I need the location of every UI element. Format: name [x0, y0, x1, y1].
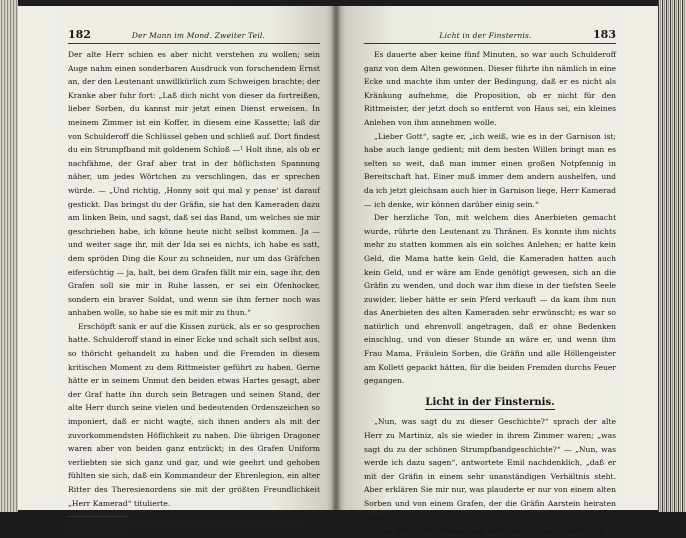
- book-gutter-shadow: [331, 6, 341, 510]
- running-title-left: Der Mann im Mond. Zweiter Teil.: [131, 31, 266, 40]
- section-heading: [364, 396, 616, 410]
- running-title-right: Licht in der Finsternis.: [439, 31, 532, 40]
- paragraph: Erschöpft sank er auf die Kissen zurück, als er so gesprochen hatte. Schulderoff stand in einer Ecke und schalt sich selbst aus, so thöricht gehandelt zu haben und die Fremden in diesem kritischen Moment zu dem Rittmeister geführt zu haben. Gerne hätte er in seinem Unmut den beiden etwas Hartes gesagt, aber der Graf hatte ihn durch sein Betragen und seinen Stand, der alte Herr durch seine vielen und bedeutenden Ordenszeichen so imponiert, daß er nicht wagte, sich ihnen anders als mit der zuvorkommendsten Höflichkeit zu nahen. Die übrigen Dragoner waren aber von beiden ganz entzückt; in des Grafen Uniform verliebten sie sich ganz und gar, und wie geehrt und gehoben fühlten sie sich, daß ein Kommandeur der Ehrenlegion, ein alter Ritter des Theresienordens sie mit der größten Freundlichkeit „Herr Kamerad“ titulierte.: [68, 321, 320, 508]
- left-page: [18, 6, 336, 538]
- page-number-right: 183: [593, 28, 616, 41]
- book-page-edges-left: [0, 0, 18, 512]
- footnote-rule: [68, 516, 128, 517]
- right-page-body: [364, 48, 616, 538]
- paragraph: „Lieber Gott“, sagte er, „ich weiß, wie es in der Garnison ist; habe auch lange gedient; mit dem besten Willen bringt man es selten so weit, daß man immer einen großen Notpfennig in Bereitschaft hat. Einer muß immer dem andern aushelfen, und da ich jetzt gleichsam auch hier in Garnison liege, Herr Kamerad — ich denke, wir können darüber einig sein.“: [364, 131, 616, 209]
- paragraph: Der alte Herr schien es aber nicht verstehen zu wollen; sein Auge nahm einen sonderbaren Ausdruck von forschendem Ernst an, der den Leutenant unwillkürlich zum Schweigen brachte; der Kranke aber fuhr fort: „Laß dich nicht von dieser da fortreißen, lieber Sorben, du kannst mir jetzt einen Dienst erweisen. In meinem Zimmer ist ein Koffer, in diesem eine Kassette; laß dir von Schulderoff die Schlüssel geben und schließ auf. Dort findest du ein Strumpfband mit goldenem Schloß —¹ Holt ihne, als ob er nachfähme, der Graf aber trat in der höflichsten Spannung näher, um jedes Wörtchen zu verschlingen, das er sprechen würde. — „Und richtig, ‚Honny soit qui mal y pense‘ ist darauf gestickt. Das bringst du der Gräfin, sie hat den Kameraden dazu am linken Bein, und sagst, daß sei das Band, um welches sie mir geschrieben habe, ich könne heute nicht selbst kommen. Ja — und weiter sage ihr, mit der Ida sei es nichts, ich habe es satt, dem spröden Ding die Kour zu schneiden, nur um das Gräfchen eifersüchtig — ja, halt, bei dem Grafen fällt mir ein, sage ihr, den Grafen soll sie mir in Ruhe lassen, er sei ein Ofenhocker, sondern ein braver Soldat, und wenn sie ihm ferner noch was anhaben wolle, so habe sie es mit mir zu thun.“: [68, 50, 320, 318]
- paragraph: Der herzliche Ton, mit welchem dies Anerbieten gemacht wurde, rührte den Leutenant zu Thränen. Es konnte ihm nichts mehr zu statten kommen als ein solches Anlehen; er hatte kein Geld, die Mama hatte kein Geld, die Kameraden hatten auch kein Geld, und er wäre am Ende genötigt gewesen, sich an die Gräfin zu wenden, und doch war ihm diese in der tiefsten Seele zuwider, lieber hätte er sein Pferd verkauft — da kam ihm nun das Anerbieten des alten Kameraden sehr erwünscht; es war so natürlich und ehrenvoll angetragen, daß er ohne Bedenken einschlug, und von dieser Stunde an wäre er, und wenn ihm Frau Mama, Fräulein Sorben, die Gräfin und alle Höllengeister am Kollett gepackt hätten, für die beiden Fremden durchs Feuer gegangen.: [364, 213, 616, 386]
- paragraph: „Nun, was sagt du zu dieser Geschichte?“ sprach der alte Herr zu Martiniz, als sie wieder in ihrem Zimmer waren; „was sagt du zu der schönen Strumpfbandgeschichte?“ — „Nun, was werde ich dazu sagen“, antwortete Emil nachdenklich, „daß er mit der Gräfin in einem sehr unanständigen Verhältnis steht. Aber erklären Sie mir nur, was plauderte er nur von einem alten Sorben und von einem Grafen, der die Gräfin Aarstein heiraten solle?“: [364, 417, 616, 522]
- left-page-header: [68, 28, 320, 44]
- left-page-body: [68, 48, 320, 510]
- footnote: ¹ D. h. „Ein Schelm, wer Arges dabei denkt“, ist die Umschrift des englischen Hosenbandordens.: [68, 521, 304, 538]
- section-heading-text: Licht in der Finsternis.: [425, 396, 555, 408]
- book-page-edges-right: [658, 0, 686, 512]
- paragraph: „Das will ich dir schwarz auf weiß zeigen“, sagte jener und: [374, 526, 603, 536]
- right-page: [336, 6, 658, 536]
- paragraph: Es dauerte aber keine fünf Minuten, so war auch Schulderoff ganz von dem Alten gewonnen. Dieser führte ihn nämlich in eine Ecke und machte ihm unter der Bedingung, daß er es nicht als Kränkung aufnehme, die Proposition, ob er nicht für den Rittmeister, der jetzt doch so entfernt von Haus sei, ein kleines Anlehen von ihm annehmen wolle.: [364, 50, 616, 127]
- page-number-left: 182: [68, 28, 91, 41]
- right-page-header: [364, 28, 616, 44]
